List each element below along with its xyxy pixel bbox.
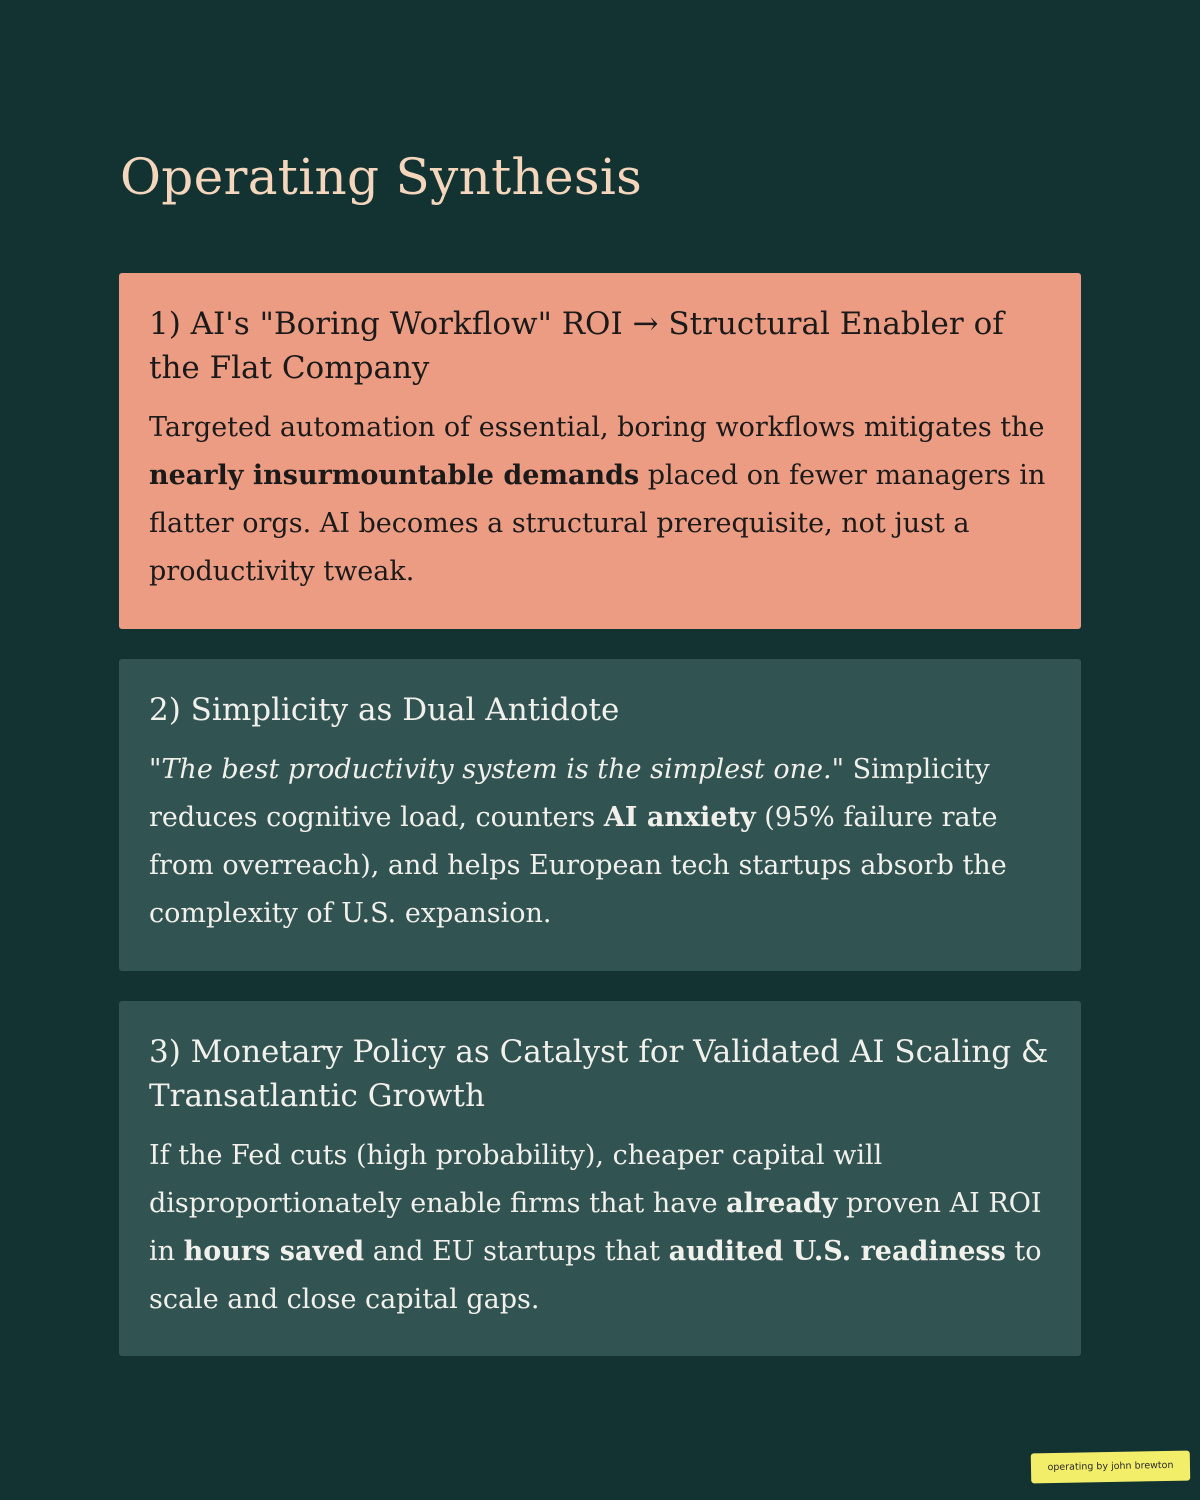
card-heading: 1) AI's "Boring Workflow" ROI → Structural Enabler of the Flat Company <box>149 306 1004 386</box>
body-text: and EU startups that <box>364 1236 669 1267</box>
body-emphasis: already <box>726 1188 838 1219</box>
card-body <box>149 404 1051 596</box>
body-text: If the Fed cuts (high probability), cheaper capital will disproportionately enable firms that have <box>149 1140 883 1219</box>
page-title: Operating Synthesis <box>120 148 643 206</box>
card-heading: 2) Simplicity as Dual Antidote <box>149 692 620 728</box>
synthesis-card-1 <box>119 273 1081 629</box>
body-text: (95% failure rate from overreach), and helps European tech startups absorb the complexity of U.S. expansion. <box>149 802 1007 929</box>
credit-tag: operating by john brewton <box>1031 1451 1190 1484</box>
synthesis-card-3 <box>119 1001 1081 1356</box>
body-emphasis: audited U.S. readiness <box>668 1236 1006 1267</box>
card-heading: 3) Monetary Policy as Catalyst for Validated AI Scaling & Transatlantic Growth <box>149 1034 1049 1114</box>
body-emphasis: nearly insurmountable demands <box>149 460 640 491</box>
body-text: to scale and close capital gaps. <box>149 1236 1042 1315</box>
card-body <box>149 746 1051 938</box>
body-text: Targeted automation of essential, boring workflows mitigates the <box>149 412 1045 443</box>
body-text: proven AI ROI in <box>149 1188 1042 1267</box>
card-body <box>149 1132 1051 1324</box>
body-emphasis: AI anxiety <box>603 802 756 833</box>
body-emphasis: hours saved <box>183 1236 365 1267</box>
body-text: placed on fewer managers in flatter orgs. AI becomes a structural prerequisite, not just a productivity tweak. <box>149 460 1046 587</box>
body-quote: "The best productivity system is the simplest one." <box>149 754 844 785</box>
body-text: Simplicity reduces cognitive load, counters <box>149 754 990 833</box>
synthesis-card-2 <box>119 659 1081 971</box>
